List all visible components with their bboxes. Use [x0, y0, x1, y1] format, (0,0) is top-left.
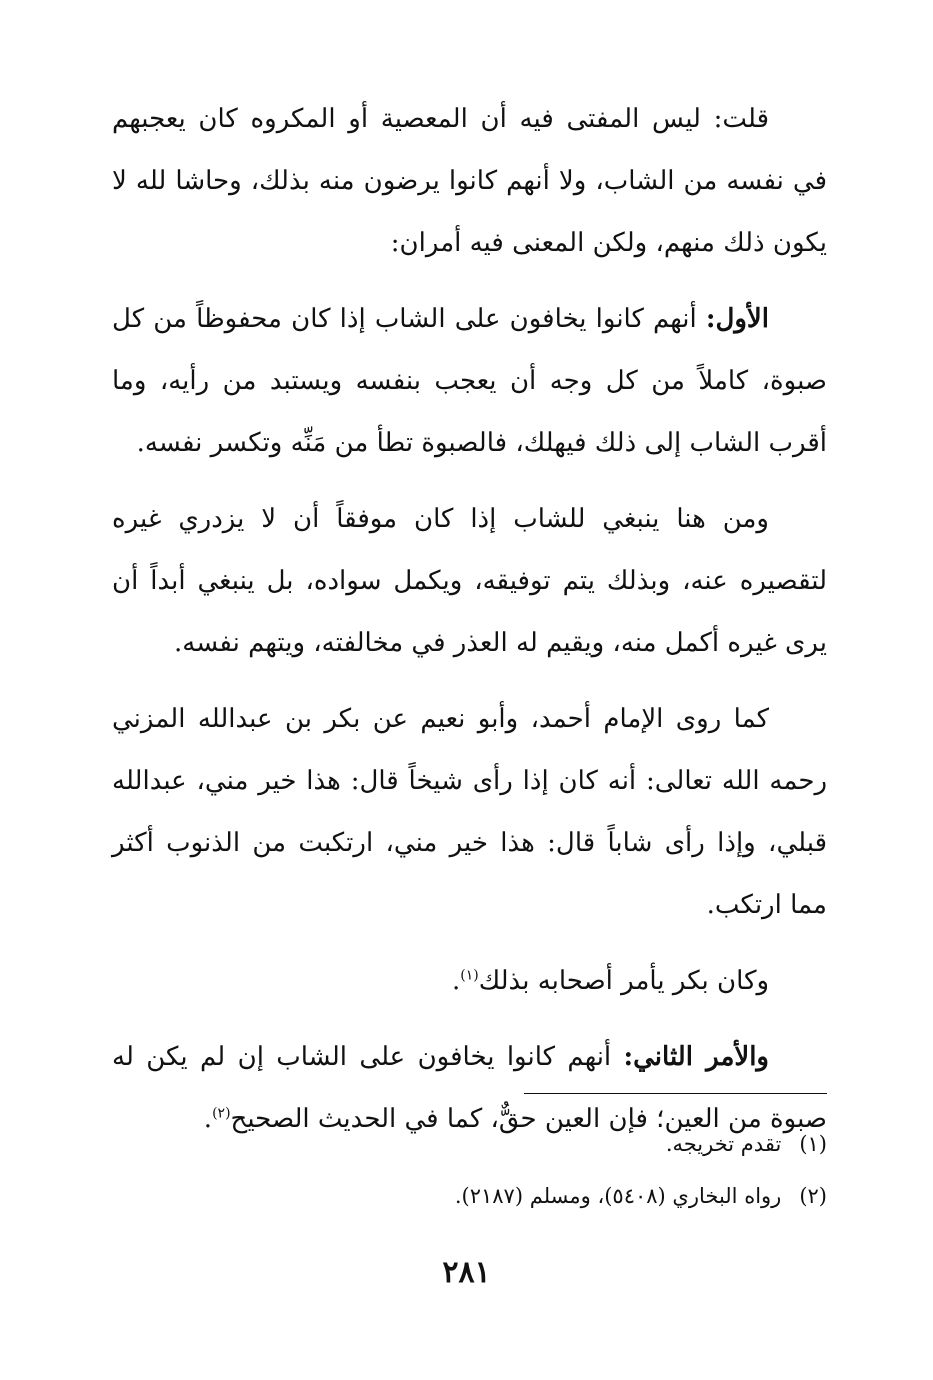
page-body [112, 88, 827, 1208]
paragraph-5-end: . [451, 966, 461, 996]
paragraph-5 [112, 950, 827, 1012]
paragraph-3: ومن هنا ينبغي للشاب إذا كان موفقاً أن لا يزدري غيره لتقصيره عنه، وبذلك يتم توفيقه، ويكمل سواده، بل ينبغي أبداً أن يرى غيره أكمل منه، ويقيم له العذر في مخالفته، ويتهم نفسه. [112, 504, 827, 658]
footnote-2-number: (٢) [799, 1184, 827, 1208]
paragraph-6-end: . [203, 1104, 213, 1134]
paragraph-6-text: أنهم كانوا يخافون على الشاب إن لم يكن له صبوة من العين؛ فإن العين حقٌّ، كما في الحديث الصحيح [112, 1042, 827, 1134]
footnote-ref-2[interactable]: (٢) [212, 1105, 231, 1122]
footnote-2-text: رواه البخاري (٥٤٠٨)، ومسلم (٢١٨٧). [454, 1184, 782, 1208]
footnote-1-text: تقدم تخريجه. [665, 1132, 782, 1156]
page-number: ٢٨١ [442, 1255, 491, 1290]
footnote-ref-1[interactable]: (١) [460, 967, 479, 984]
paragraph-2-text: أنهم كانوا يخافون على الشاب إذا كان محفوظاً من كل صبوة، كاملاً من كل وجه أن يعجب بنفسه ويستبد من رأيه، وما أقرب الشاب إلى ذلك فيهلك، فالصبوة تطأ من مَنِّه وتكسر نفسه. [112, 304, 827, 458]
paragraph-1: قلت: ليس المفتى فيه أن المعصية أو المكروه كان يعجبهم في نفسه من الشاب، ولا أنهم كانوا يرضون منه بذلك، وحاشا لله لا يكون ذلك منهم، ولكن المعنى فيه أمران: [112, 104, 827, 258]
paragraph-2-lead: الأول: [705, 304, 769, 334]
paragraph-5-text: وكان بكر يأمر أصحابه بذلك [478, 966, 769, 996]
footnotes [112, 1118, 827, 1222]
footnote-2 [112, 1170, 827, 1222]
paragraph-4: كما روى الإمام أحمد، وأبو نعيم عن بكر بن عبدالله المزني رحمه الله تعالى: أنه كان إذا رأى شيخاً قال: هذا خير مني، عبدالله قبلي، وإذا رأى شاباً قال: هذا خير مني، ارتكبت من الذنوب أكثر مما ارتكب. [112, 704, 827, 920]
footnote-1-number: (١) [799, 1132, 827, 1156]
paragraph-6-lead: والأمر الثاني: [623, 1042, 769, 1072]
footnote-1 [112, 1118, 827, 1170]
paragraph-2 [112, 288, 827, 474]
footnote-divider [524, 1093, 827, 1094]
